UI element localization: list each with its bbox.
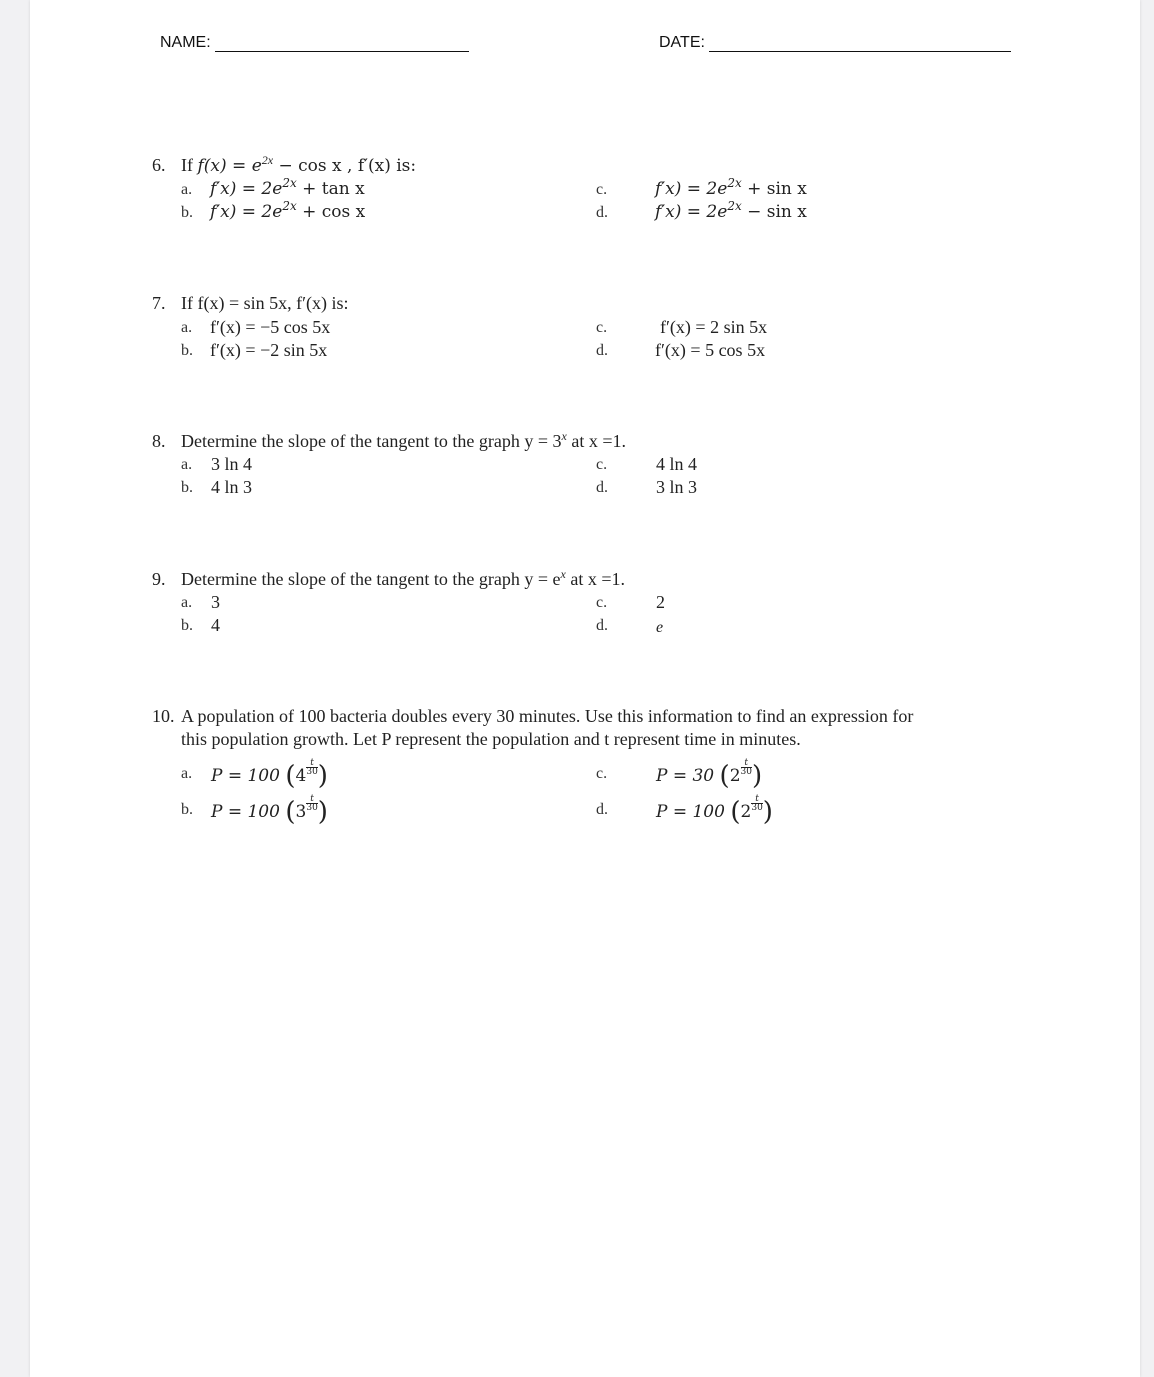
- question-stem: Determine the slope of the tangent to the graph $y = 3^x$ at x =1.: [181, 429, 627, 451]
- option-letter: a.: [181, 181, 193, 198]
- option-letter: b.: [181, 204, 193, 221]
- option-letter: c.: [596, 765, 608, 782]
- option-letter: a.: [181, 456, 193, 473]
- option-9d[interactable]: e: [656, 619, 664, 636]
- option-7a[interactable]: f′(x) = −5 cos 5x: [210, 317, 331, 337]
- question-number: 8.: [152, 431, 166, 451]
- name-blank-line[interactable]: [215, 33, 469, 52]
- option-6c[interactable]: $f'x) = 2e^{2x} + \sin x$: [655, 176, 807, 199]
- option-7b[interactable]: f′(x) = −2 sin 5x: [210, 340, 328, 360]
- option-letter: b.: [181, 617, 193, 634]
- option-letter: d.: [596, 342, 608, 359]
- option-6d[interactable]: $f'x) = 2e^{2x} - \sin x$: [655, 199, 807, 222]
- option-letter: d.: [596, 617, 608, 634]
- option-letter: c.: [596, 181, 608, 198]
- option-9c[interactable]: 2: [656, 592, 665, 612]
- question-number: 7.: [152, 293, 166, 313]
- option-10b[interactable]: P = 100 ($3\frac{t}{30}$ ): [211, 794, 328, 827]
- option-10d[interactable]: P = 100 ($2\frac{t}{30}$ ): [656, 794, 773, 827]
- option-letter: a.: [181, 319, 193, 336]
- option-letter: c.: [596, 456, 608, 473]
- option-10a[interactable]: P = 100 ($4\frac{t}{30}$ ): [211, 758, 328, 791]
- question-number: 6.: [152, 155, 166, 175]
- option-letter: c.: [596, 319, 608, 336]
- name-field: [160, 33, 469, 52]
- question-stem: Determine the slope of the tangent to the graph $y = e^x$ at x =1.: [181, 567, 626, 589]
- option-letter: a.: [181, 594, 193, 611]
- question-number: 9.: [152, 569, 166, 589]
- option-7d[interactable]: f′(x) = 5 cos 5x: [655, 340, 766, 360]
- option-letter: d.: [596, 479, 608, 496]
- worksheet-page: [30, 0, 1140, 1377]
- option-letter: d.: [596, 204, 608, 221]
- question-stem: If f(x) = sin 5x, f′(x) is:: [181, 293, 349, 313]
- option-letter: d.: [596, 801, 608, 818]
- option-6b[interactable]: $f'x) = 2e^{2x} + \cos x$: [210, 199, 366, 222]
- date-label: DATE:: [659, 34, 705, 51]
- question-stem-line-1: A population of 100 bacteria doubles every 30 minutes. Use this information to find an expression for: [181, 706, 914, 726]
- option-8b[interactable]: 4 ln 3: [211, 477, 253, 497]
- date-field: [659, 33, 1011, 52]
- option-9a[interactable]: 3: [211, 592, 220, 612]
- option-letter: b.: [181, 342, 193, 359]
- option-letter: b.: [181, 801, 193, 818]
- question-stem: If $f(x) = e^{2x} - \cos x$ , f′(x) is:: [181, 153, 417, 176]
- option-letter: c.: [596, 594, 608, 611]
- option-8c[interactable]: 4 ln 4: [656, 454, 698, 474]
- question-stem-line-2: this population growth. Let P represent the population and t represent time in minutes.: [181, 729, 801, 749]
- option-letter: a.: [181, 765, 193, 782]
- option-10c[interactable]: P = 30 ($2\frac{t}{30}$ ): [656, 758, 763, 791]
- option-8a[interactable]: 3 ln 4: [211, 454, 253, 474]
- option-8d[interactable]: 3 ln 3: [656, 477, 698, 497]
- option-letter: b.: [181, 479, 193, 496]
- name-label: NAME:: [160, 34, 211, 51]
- date-blank-line[interactable]: [709, 33, 1011, 52]
- option-7c[interactable]: f′(x) = 2 sin 5x: [660, 317, 768, 337]
- question-number: 10.: [152, 706, 175, 726]
- option-6a[interactable]: $f'x) = 2e^{2x} + \tan x$: [210, 176, 365, 199]
- option-9b[interactable]: 4: [211, 615, 220, 635]
